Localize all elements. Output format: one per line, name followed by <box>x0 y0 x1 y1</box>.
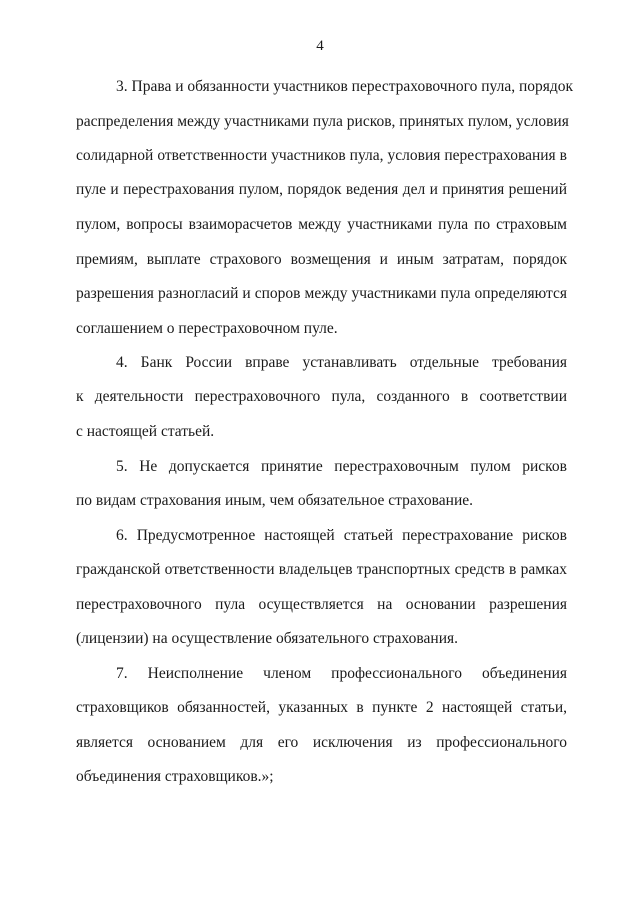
text-line: соглашением о перестраховочном пуле. <box>76 320 338 337</box>
text-line: с настоящей статьей. <box>76 423 215 440</box>
text-line: 7. Неисполнение членом профессионального объединения <box>116 665 567 682</box>
text-line: разрешения разногласий и споров между участниками пула определяются <box>76 285 567 302</box>
text-line: 5. Не допускается принятие перестраховочным пулом рисков <box>116 458 567 475</box>
text-line: премиям, выплате страхового возмещения и иным затратам, порядок <box>76 251 567 268</box>
text-line: страховщиков обязанностей, указанных в пункте 2 настоящей статьи, <box>76 699 567 716</box>
text-line: солидарной ответственности участников пула, условия перестрахования в <box>76 147 567 164</box>
text-line: является основанием для его исключения из профессионального <box>76 734 567 751</box>
text-line: 4. Банк России вправе устанавливать отдельные требования <box>116 354 567 371</box>
text-line: по видам страхования иным, чем обязательное страхование. <box>76 492 474 509</box>
text-line: 6. Предусмотренное настоящей статьей перестрахование рисков <box>116 527 567 544</box>
text-line: пулом, вопросы взаиморасчетов между участниками пула по страховым <box>76 216 567 233</box>
text-line: объединения страховщиков.»; <box>76 768 274 785</box>
text-line: распределения между участниками пула рисков, принятых пулом, условия <box>76 113 569 130</box>
text-line: (лицензии) на осуществление обязательного страхования. <box>76 630 458 647</box>
text-line: к деятельности перестраховочного пула, созданного в соответствии <box>76 388 567 405</box>
page-number: 4 <box>316 38 324 54</box>
text-line: 3. Права и обязанности участников перестраховочного пула, порядок <box>116 78 574 95</box>
text-line: перестраховочного пула осуществляется на основании разрешения <box>76 596 567 613</box>
text-line: гражданской ответственности владельцев транспортных средств в рамках <box>76 561 567 578</box>
text-line: пуле и перестрахования пулом, порядок ведения дел и принятия решений <box>76 181 567 198</box>
